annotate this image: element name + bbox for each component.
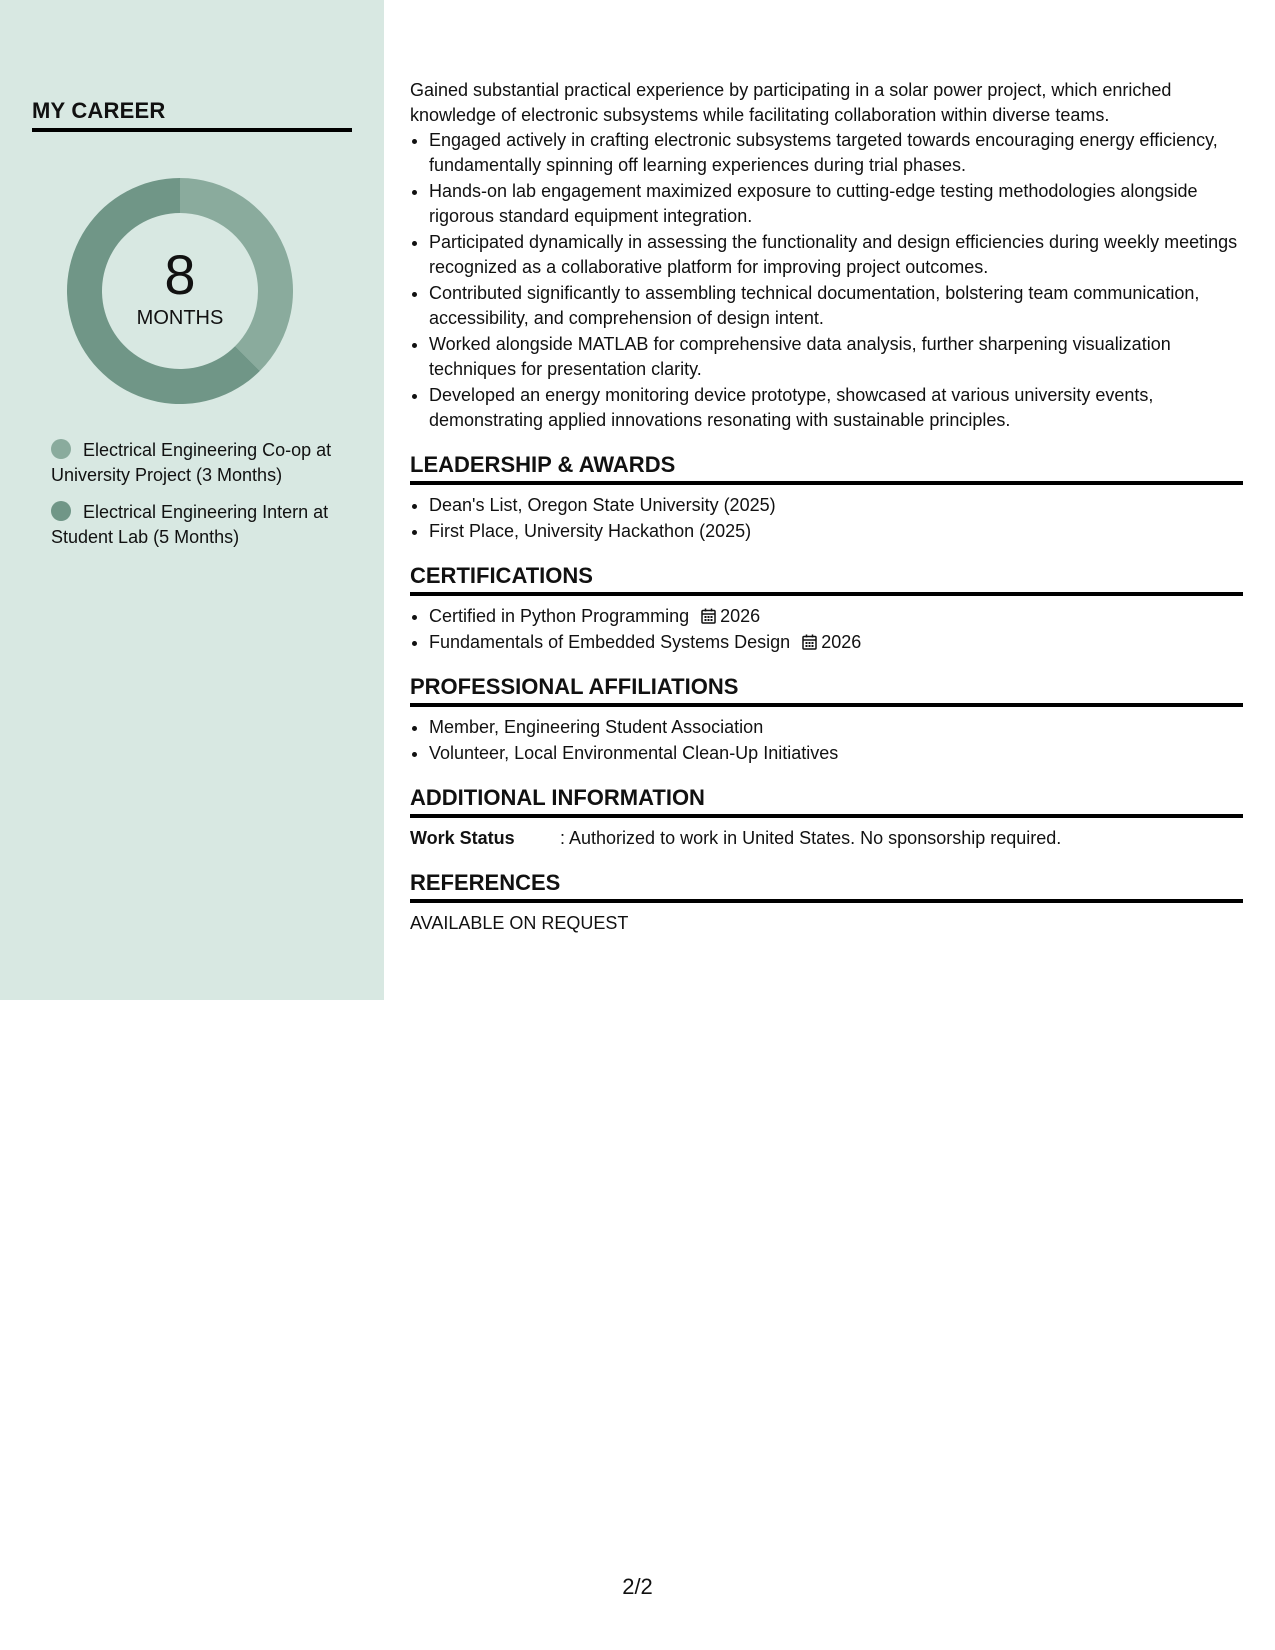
list-item: • Hands-on lab engagement maximized exposure to cutting-edge testing methodologies alongside rigorous standard equipment integration. [429, 179, 1243, 229]
sidebar [0, 0, 384, 1000]
list-item: • Member, Engineering Student Association [429, 715, 1243, 740]
experience-intro: Gained substantial practical experience by participating in a solar power project, which enriched knowledge of electronic subsystems while facilitating collaboration within diverse teams. [410, 80, 1172, 125]
calendar-icon [701, 608, 716, 624]
certifications-list [410, 604, 1243, 655]
certification-item [429, 630, 1243, 655]
work-status-value: : Authorized to work in United States. No sponsorship required. [560, 828, 1062, 848]
legend-dot-icon [51, 501, 71, 521]
list-item: • Contributed significantly to assembling technical documentation, bolstering team communication, accessibility, and comprehension of design intent. [429, 281, 1243, 331]
list-item: • First Place, University Hackathon (2025) [429, 519, 1243, 544]
legend-label: Electrical Engineering Co-op at University Project (3 Months) [51, 440, 332, 485]
list-item: • Engaged actively in crafting electronic subsystems targeted towards encouraging energy efficiency, fundamentally spinning off learning experiences during trial phases. [429, 128, 1243, 178]
legend-item [51, 438, 341, 488]
work-status-label: Work Status [410, 828, 515, 848]
certification-year: 2026 [821, 632, 862, 652]
list-item: • Dean's List, Oregon State University (2025) [429, 493, 1243, 518]
references-title: REFERENCES [410, 868, 1243, 903]
affiliations-title: PROFESSIONAL AFFILIATIONS [410, 672, 1243, 707]
main-content [410, 78, 1243, 936]
references-text: AVAILABLE ON REQUEST [410, 913, 629, 933]
certification-item [429, 604, 1243, 629]
certifications-title: CERTIFICATIONS [410, 561, 1243, 596]
work-status-row [410, 826, 1243, 851]
certification-year: 2026 [720, 606, 761, 626]
additional-title: ADDITIONAL INFORMATION [410, 783, 1243, 818]
leadership-title: LEADERSHIP & AWARDS [410, 450, 1243, 485]
certification-name: Fundamentals of Embedded Systems Design [429, 632, 791, 652]
affiliations-list [410, 715, 1243, 766]
calendar-icon [802, 634, 817, 650]
donut-total-unit: MONTHS [136, 306, 224, 329]
legend-label: Electrical Engineering Intern at Student Lab (5 Months) [51, 502, 329, 547]
career-legend [51, 438, 341, 562]
page-number: 2/2 [622, 1574, 653, 1599]
career-heading: MY CAREER [32, 98, 352, 132]
donut-total-number: 8 [164, 242, 196, 306]
donut-center [67, 178, 293, 404]
list-item: • Volunteer, Local Environmental Clean-Up Initiatives [429, 741, 1243, 766]
list-item: • Developed an energy monitoring device prototype, showcased at various university events, demonstrating applied innovations resonating with sustainable principles. [429, 383, 1243, 433]
experience-bullets [410, 128, 1243, 433]
list-item: • Worked alongside MATLAB for comprehensive data analysis, further sharpening visualization techniques for presentation clarity. [429, 332, 1243, 382]
leadership-list [410, 493, 1243, 544]
list-item: • Participated dynamically in assessing the functionality and design efficiencies during weekly meetings recognized as a collaborative platform for improving project outcomes. [429, 230, 1243, 280]
legend-item [51, 500, 341, 550]
legend-dot-icon [51, 439, 71, 459]
certification-name: Certified in Python Programming [429, 606, 690, 626]
career-donut-chart [67, 178, 293, 404]
